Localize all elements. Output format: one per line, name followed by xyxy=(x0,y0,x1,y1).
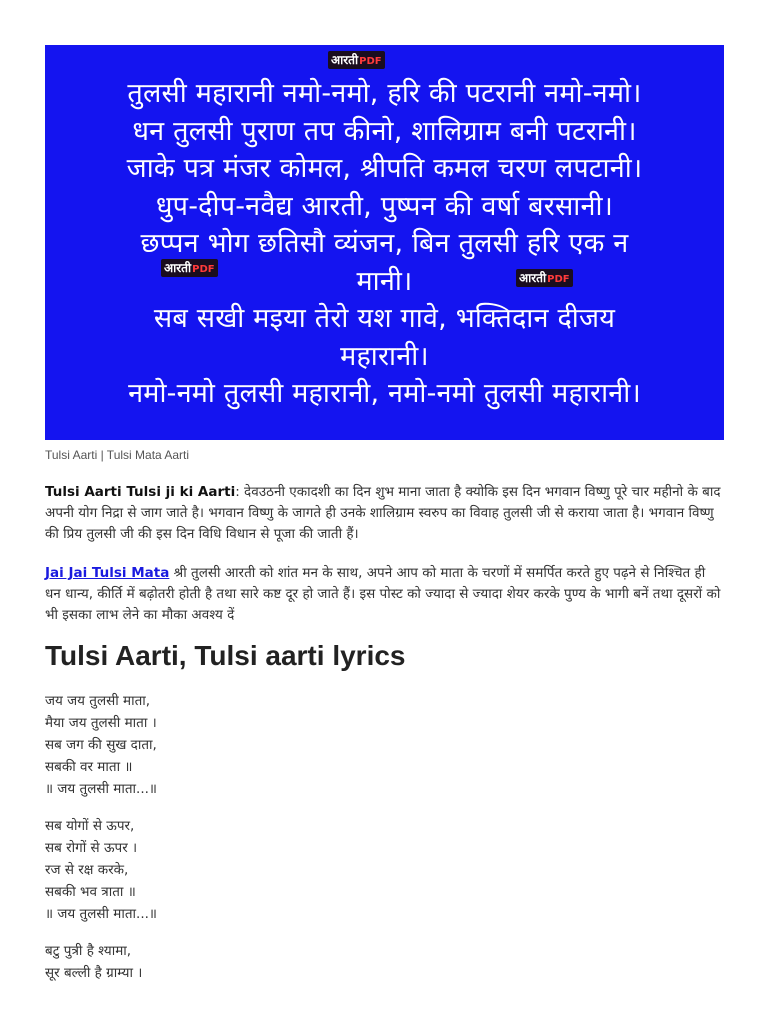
banner-line: महारानी। xyxy=(340,340,429,372)
banner-verse xyxy=(45,75,724,413)
banner-line: छप्पन भोग छतिसौ व्यंजन, बिन तुलसी हरि एक न xyxy=(140,228,629,259)
intro-paragraph xyxy=(45,482,725,545)
intro-text: : देवउठनी एकादशी का दिन शुभ माना जाता है क्योकि इस दिन भगवान विष्णु पूरे चार महीनो के बाद अपनी योग निद्रा से जाग जाते है। भगवान विष्णु के जागते ही उनके शालिग्राम स्वरुप का विवाह तुलसी जी से कराया जाता है। भगवान विष्णु की प्रिय तुलसी जी की इस दिन विधि विधान से पूजा की जाती हैं। xyxy=(45,484,721,542)
banner-line: जाके पत्र मंजर कोमल, श्रीपति कमल चरण लपटानी। xyxy=(126,153,643,184)
aarti-banner-image xyxy=(45,45,724,440)
lyric-line: सब योगों से ऊपर, xyxy=(45,818,135,834)
lyrics-stanza xyxy=(45,815,445,925)
intro-bold: Tulsi Aarti Tulsi ji ki Aarti xyxy=(45,484,236,500)
lyric-line: ॥ जय तुलसी माता...॥ xyxy=(45,906,157,922)
aarti-pdf-logo: आरतीPDF xyxy=(516,269,573,287)
second-text: श्री तुलसी आरती को शांत मन के साथ, अपने आप को माता के चरणों में समर्पित करते हुए पढ़ने से निश्चित ही धन धान्य, कीर्ति में बढ़ोतरी होती है तथा सारे कष्ट दूर हो जाते हैं। इस पोस्ट को ज्यादा से ज्यादा शेयर करके पुण्य के भागी बनें तथा दूसरों को भी इसका लाभ लेने का मौका अवश्य दें xyxy=(45,565,721,623)
aarti-pdf-logo: आरतीPDF xyxy=(161,259,218,277)
lyric-line: सब जग की सुख दाता, xyxy=(45,737,157,753)
banner-line: तुलसी महारानी नमो-नमो, हरि की पटरानी नमो-नमो। xyxy=(127,78,642,109)
aarti-pdf-logo: आरतीPDF xyxy=(328,51,385,69)
jai-tulsi-mata-link[interactable]: Jai Jai Tulsi Mata xyxy=(45,565,170,581)
lyric-line: ॥ जय तुलसी माता...॥ xyxy=(45,781,157,797)
lyric-line: रज से रक्ष करके, xyxy=(45,862,129,878)
banner-line: मानी। xyxy=(356,265,413,297)
lyric-line: मैया जय तुलसी माता । xyxy=(45,715,157,731)
banner-line: सब सखी मइया तेरो यश गावे, भक्तिदान दीजय xyxy=(153,303,616,334)
lyric-line: सब रोगों से ऊपर । xyxy=(45,840,138,856)
banner-line: धुप-दीप-नवैद्य आरती, पुष्पन की वर्षा बरसानी। xyxy=(155,190,614,222)
lyric-line: सूर बल्ली है ग्राम्या । xyxy=(45,965,143,981)
lyric-line: जय जय तुलसी माता, xyxy=(45,693,151,709)
lyrics-stanza xyxy=(45,940,445,984)
second-paragraph xyxy=(45,563,725,626)
lyric-line: सबकी वर माता ॥ xyxy=(45,759,133,775)
image-caption: Tulsi Aarti | Tulsi Mata Aarti xyxy=(45,448,190,462)
banner-line: धन तुलसी पुराण तप कीनो, शालिग्राम बनी पटरानी। xyxy=(132,115,637,147)
banner-line: नमो-नमो तुलसी महारानी, नमो-नमो तुलसी महारानी। xyxy=(128,378,641,409)
lyrics-stanza xyxy=(45,690,445,800)
lyric-line: सबकी भव त्राता ॥ xyxy=(45,884,136,900)
lyrics-heading: Tulsi Aarti, Tulsi aarti lyrics xyxy=(45,640,406,671)
lyric-line: बटु पुत्री है श्यामा, xyxy=(45,943,132,959)
